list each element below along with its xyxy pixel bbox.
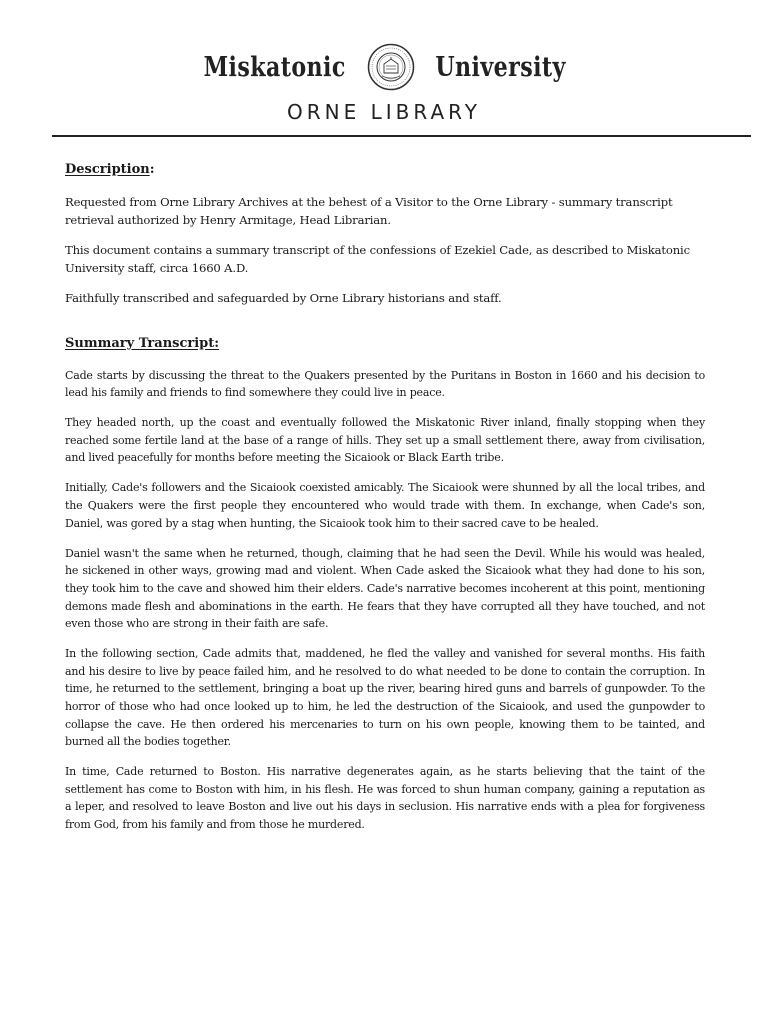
brand-name-right: University <box>435 51 566 83</box>
summary-heading-text: Summary Transcript: <box>65 335 220 351</box>
university-brand <box>0 42 768 92</box>
library-name: ORNE LIBRARY <box>287 100 481 124</box>
summary-paragraph: In time, Cade returned to Boston. His narrative degenerates again, as he starts believing that the taint of the settlement has come to Boston with him, in his flesh. He was forced to shun human company, gaining a reputation as a leper, and resolved to leave Boston and live out his days in seclusion. His narrative ends with a plea for forgiveness from God, from his family and from those he murdered. <box>65 765 705 832</box>
brand-name-left: Miskatonic <box>203 51 346 83</box>
summary-paragraph: They headed north, up the coast and eventually followed the Miskatonic River inland, finally stopping when they reached some fertile land at the base of a range of hills. They set up a small settlement there, away from civilisation, and lived peacefully for months before meeting the Sicaiook or Black Earth tribe. <box>65 416 705 465</box>
description-paragraph: Faithfully transcribed and safeguarded by Orne Library historians and staff. <box>65 291 502 305</box>
summary-paragraph: Daniel wasn't the same when he returned, though, claiming that he had seen the Devil. While his would was healed, he sickened in other ways, growing mad and violent. When Cade asked the Sicaiook what they had done to his son, they took him to the cave and showed him their elders. Cade's narrative becomes incoherent at this point, mentioning demons made flesh and abominations in the earth. He fears that they have corrupted all they have touched, and not even those who are strong in their faith are safe. <box>65 546 705 631</box>
description-paragraph: Requested from Orne Library Archives at the behest of a Visitor to the Orne Library - summary transcript retrieval authorized by Henry Armitage, Head Librarian. <box>65 195 673 227</box>
description-heading-text: Description <box>65 162 150 177</box>
description-heading-colon: : <box>149 162 155 177</box>
description-section <box>65 160 705 308</box>
description-heading <box>65 160 705 180</box>
summary-paragraph: In the following section, Cade admits that, maddened, he fled the valley and vanished for several months. His faith and his desire to live by peace failed him, and he resolved to do what needed to be done to contain the corruption. In time, he returned to the settlement, bringing a boat up the river, bearing hired guns and barrels of gunpowder. To the horror of those who had once looked up to him, he led the destruction of the Sicaiook, and used the gunpowder to collapse the cave. He then ordered his mercenaries to turn on his own people, knowing them to be tainted, and burned all the bodies together. <box>65 647 705 749</box>
document-body <box>65 160 705 834</box>
summary-heading <box>65 334 705 354</box>
university-seal-icon <box>367 43 415 91</box>
header-divider <box>52 135 751 137</box>
letterhead <box>0 0 768 140</box>
summary-section <box>65 334 705 834</box>
summary-paragraph: Cade starts by discussing the threat to the Quakers presented by the Puritans in Boston in 1660 and his decision to lead his family and friends to find somewhere they could live in peace. <box>65 368 705 400</box>
description-paragraph: This document contains a summary transcript of the confessions of Ezekiel Cade, as described to Miskatonic University staff, circa 1660 A.D. <box>65 243 690 275</box>
summary-paragraph: Initially, Cade's followers and the Sicaiook coexisted amicably. The Sicaiook were shunned by all the local tribes, and the Quakers were the first people they encountered who would trade with them. In exchange, when Cade's son, Daniel, was gored by a stag when hunting, the Sicaiook took him to their sacred cave to be healed. <box>65 481 705 530</box>
